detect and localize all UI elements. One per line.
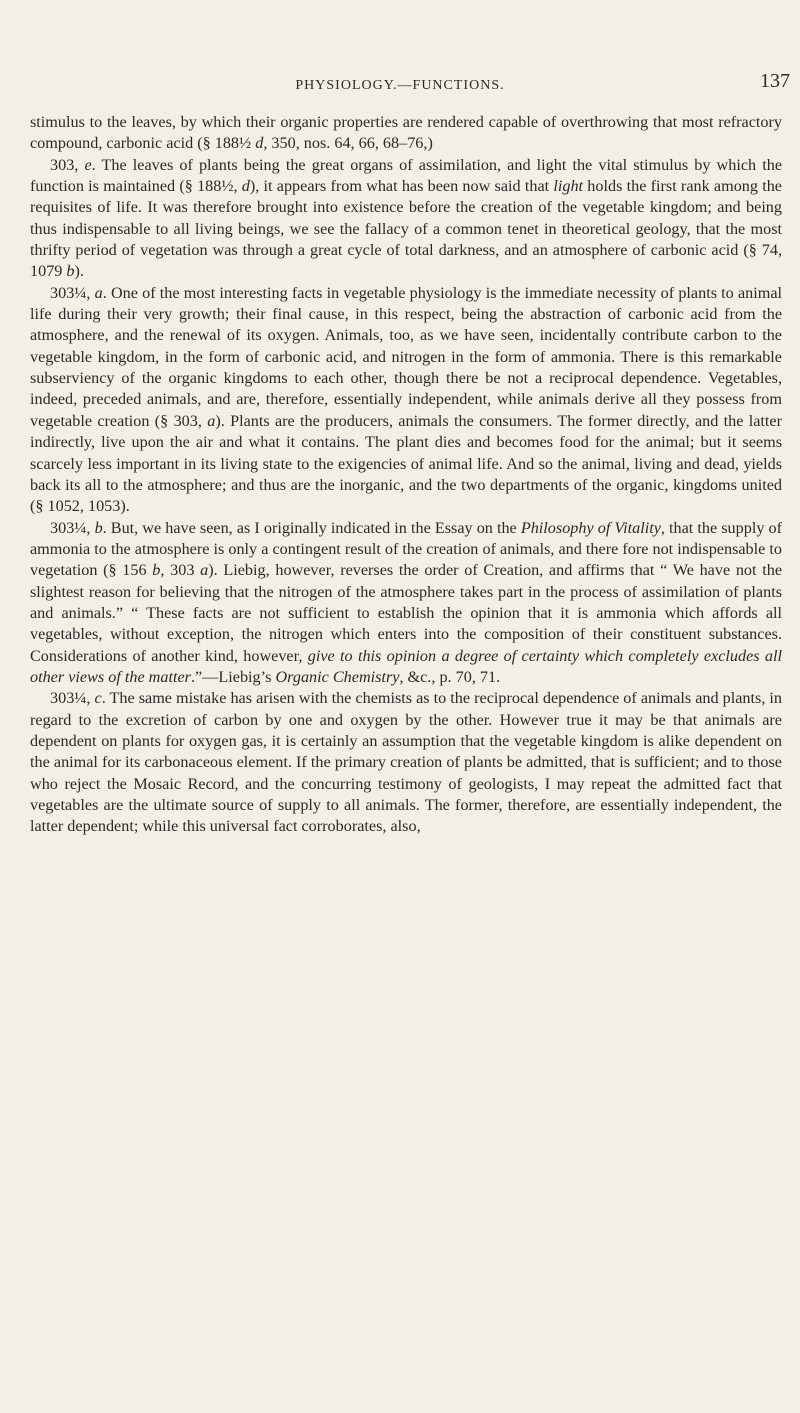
text-run: ), it appears from what has been now said that (249, 177, 554, 196)
text-run: ). Liebig, however, reverses the order of Creation, and affirms that “ We have not the slightest reason for believing that the nitrogen of the atmosphere takes part in the process of assimilation of plants and animals.” “ These facts are not sufficient to establish the opinion that it is ammonia which affords all vegetables, without exception, the nitrogen which enters into the composition of their constituent substances. Considerations of another kind, however, (30, 561, 783, 665)
page-header (0, 62, 800, 102)
text-run: . The leaves of plants being the great organs of assimilation, and light the vital stimulus by which the function is maintained (§ 188½, (30, 155, 783, 196)
text-run: holds the first rank among the requisites of life. It was therefore brought into existence before the creation of the vegetable kingdom; and being thus indispensable to all living beings, we see the fallacy of a common tenet in theoretical geology, that the most thrifty period of vegetation was through a great cycle of total darkness, and an atmosphere of carbonic acid (§ 74, 1079 (30, 177, 782, 281)
italic-text: b (66, 262, 75, 281)
body-text (30, 112, 782, 838)
running-head: PHYSIOLOGY.—FUNCTIONS. (295, 78, 505, 93)
italic-text: a (207, 411, 216, 430)
italic-text: Philosophy of Vitality (520, 518, 661, 537)
page-number: 137 (760, 70, 790, 92)
italic-text: a (94, 283, 103, 302)
italic-text: light (553, 177, 584, 196)
text-run: 303¼, (50, 689, 95, 708)
text-run: . But, we have seen, as I originally indicated in the Essay on the (102, 518, 521, 537)
italic-text: b (94, 518, 103, 537)
text-run: , 350, nos. 64, 66, 68–76,) (263, 134, 433, 153)
text-run: .”—Liebig’s (190, 667, 276, 686)
italic-text: d (241, 177, 250, 196)
text-run: . One of the most interesting facts in vegetable physiology is the immediate necessity of plants to animal life during their very growth; their final cause, in this respect, being the abstraction of carbonic acid from the atmosphere, and the renewal of its oxygen. Animals, too, as we have seen, incidentally contribute carbon to the vegetable kingdom, in the form of carbonic acid, and nitrogen in the form of ammonia. There is this remarkable subserviency of the organic kingdoms to each other, though there be not a reciprocal dependence. Vegetables, indeed, preceded animals, and are, therefore, essentially independent, while animals derive all they possess from vegetable creation (§ 303, (30, 283, 782, 430)
italic-text: e (84, 155, 92, 174)
text-run: ). Plants are the producers, animals the consumers. The former directly, and the latter indirectly, live upon the air and what it contains. The plant dies and becomes food for the animal; but it seems scarcely less important in its living state to the exigencies of animal life. And so the animal, living and dead, yields back its all to the atmosphere; and thus are the inorganic, and the two departments of the organic, kingdoms united (§ 1052, 1053). (30, 411, 782, 516)
paragraph (30, 688, 782, 837)
paragraph (30, 518, 782, 689)
paragraph (30, 112, 782, 155)
text-run: , &c., p. 70, 71. (399, 667, 501, 686)
text-run: 303, (50, 155, 85, 174)
text-run: , that the supply of ammonia to the atmosphere is only a contingent result of the creation of animals, and there fore not indispensable to vegetation (§ 156 (30, 518, 782, 580)
italic-text: d (255, 134, 264, 153)
italic-text: give to this opinion a degree of certainty which completely excludes all other views of the matter (30, 646, 782, 686)
italic-text: b (152, 561, 161, 580)
text-run: stimulus to the leaves, by which their organic properties are rendered capable of overthrowing that most refractory compound, carbonic acid (§ 188½ (30, 113, 782, 153)
paragraph (30, 155, 782, 283)
text-run: ). (74, 262, 84, 281)
text-run: . The same mistake has arisen with the chemists as to the reciprocal dependence of animals and plants, in regard to the excretion of carbon by one and oxygen by the other. However true it may be that animals are dependent on plants for oxygen gas, it is certainly an assumption that the vegetable kingdom is alike dependent on the animal for its carbonaceous element. If the primary creation of plants be admitted, that is sufficient; and to those who reject the Mosaic Record, and the concurring testimony of geologists, I may repeat the admitted fact that vegetables are the ultimate source of supply to all animals. The former, therefore, are essentially independent, the latter dependent; while this universal fact corroborates, also, (30, 689, 783, 836)
paragraph (30, 283, 782, 518)
italic-text: c (94, 689, 102, 708)
italic-text: a (200, 561, 209, 580)
italic-text: Organic Chemistry (275, 667, 400, 686)
text-run: , 303 (160, 561, 201, 580)
text-run: 303¼, (50, 283, 95, 302)
text-run: 303¼, (50, 518, 95, 537)
